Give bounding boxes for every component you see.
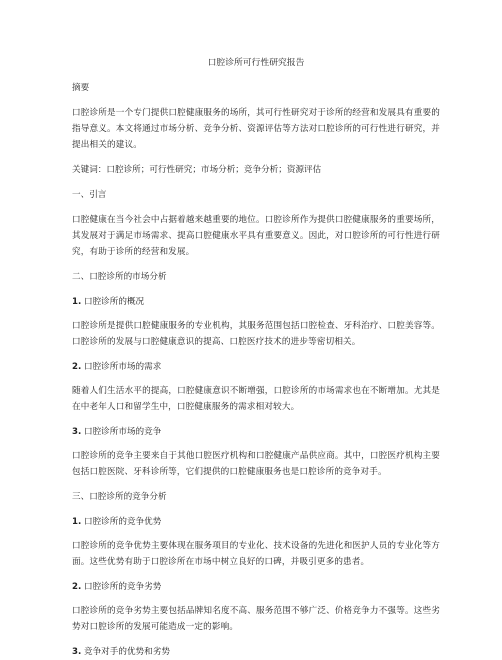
- subsection-number: 2.: [72, 362, 82, 372]
- section-3-heading: 三、口腔诊所的竞争分析: [72, 492, 167, 502]
- subsection-3-2-text: 口腔诊所的竞争劣势主要包括品牌知名度不高、服务范围不够广泛、价格竞争力不强等。这些劣势对口腔诊所的发展可能造成一定的影响。: [72, 606, 440, 632]
- section-1-text: 口腔健康在当今社会中占据着越来越重要的地位。口腔诊所作为提供口腔健康服务的重要场所，其发展对于满足市场需求、提高口腔健康水平具有重要意义。因此，对口腔诊所的可行性进行研究，有助于诊所的经营和发展。: [72, 215, 440, 257]
- subsection-title: 口腔诊所市场的需求: [83, 362, 162, 372]
- subsection-number: 2.: [72, 582, 82, 592]
- abstract-text: 口腔诊所是一个专门提供口腔健康服务的场所，其可行性研究对于诊所的经营和发展具有重要的指导意义。本文将通过市场分析、竞争分析、资源评估等方法对口腔诊所的可行性进行研究，并提出相关的建议。: [72, 108, 440, 150]
- subsection-number: 3.: [72, 427, 82, 437]
- subsection-3-1-text: 口腔诊所的竞争优势主要体现在服务项目的专业化、技术设备的先进化和医护人员的专业化等方面。这些优势有助于口腔诊所在市场中树立良好的口碑，并吸引更多的患者。: [72, 541, 440, 567]
- subsection-2-3-heading: [72, 424, 440, 440]
- subsection-3-3-heading: [72, 644, 440, 660]
- subsection-2-1-text: 口腔诊所是提供口腔健康服务的专业机构，其服务范围包括口腔检查、牙科治疗、口腔美容等。口腔诊所的发展与口腔健康意识的提高、口腔医疗技术的进步等密切相关。: [72, 321, 440, 347]
- section-2-heading: 二、口腔诊所的市场分析: [72, 272, 167, 282]
- section-1-heading: 一、引言: [72, 190, 107, 200]
- page-title: 口腔诊所可行性研究报告: [207, 58, 305, 68]
- subsection-3-2-heading: [72, 579, 440, 595]
- subsection-3-1-heading: [72, 514, 440, 530]
- subsection-title: 口腔诊所的概况: [83, 297, 145, 307]
- subsection-number: 1.: [72, 517, 82, 527]
- subsection-2-3-text: 口腔诊所的竞争主要来自于其他口腔医疗机构和口腔健康产品供应商。其中，口腔医疗机构主要包括口腔医院、牙科诊所等，它们提供的口腔健康服务也是口腔诊所的竞争对手。: [72, 451, 440, 477]
- subsection-title: 口腔诊所的竞争劣势: [83, 582, 162, 592]
- abstract-heading: 摘要: [72, 83, 90, 93]
- subsection-title: 口腔诊所的竞争优势: [83, 517, 162, 527]
- subsection-title: 口腔诊所市场的竞争: [83, 427, 162, 437]
- subsection-number: 3.: [72, 647, 82, 657]
- subsection-2-1-heading: [72, 294, 440, 310]
- subsection-2-2-text: 随着人们生活水平的提高，口腔健康意识不断增强，口腔诊所的市场需求也在不断增加。尤其是在中老年人口和留学生中，口腔健康服务的需求相对较大。: [72, 386, 440, 412]
- keywords: 关键词：口腔诊所；可行性研究；市场分析；竞争分析；资源评估: [72, 165, 322, 175]
- subsection-title: 竞争对手的优势和劣势: [83, 647, 170, 657]
- subsection-2-2-heading: [72, 359, 440, 375]
- subsection-number: 1.: [72, 297, 82, 307]
